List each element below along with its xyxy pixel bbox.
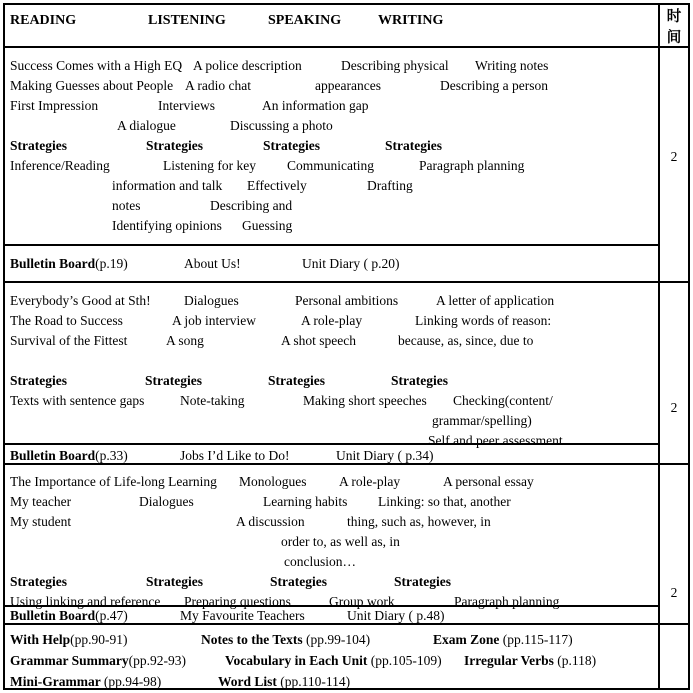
unit3-row1 xyxy=(0,472,660,492)
unit1-strategies-row4 xyxy=(0,216,660,236)
unit1-row3-text: Interviews xyxy=(158,98,215,113)
unit1-strategies-row4-seg2 xyxy=(242,216,292,236)
bulletin-board-2-seg3 xyxy=(336,446,433,466)
unit3-row3-seg1 xyxy=(10,512,71,532)
unit2-strategies-row2-text: grammar/spelling) xyxy=(432,413,532,428)
unit1-strategies-row2-text: Effectively xyxy=(247,178,307,193)
unit1-strategies-row1-seg3 xyxy=(287,156,374,176)
column-headers-seg1 xyxy=(10,11,76,31)
unit1-strategies-heading-seg3 xyxy=(263,136,320,156)
unit2-row1 xyxy=(0,291,660,311)
unit1-row3 xyxy=(0,96,660,116)
bulletin-board-1-text: (p.19) xyxy=(95,256,128,271)
unit1-row1-seg4 xyxy=(475,56,548,76)
unit2-strategies-row1-text: Checking(content/ xyxy=(453,393,553,408)
unit3-strategies-row1-text: Preparing questions xyxy=(184,594,291,609)
bulletin-board-3-text: (p.47) xyxy=(95,608,128,623)
unit1-row4-text: A dialogue xyxy=(117,118,176,133)
unit3-strategies-heading-seg4 xyxy=(394,572,451,592)
unit3-strategies-heading xyxy=(0,572,660,592)
column-headers-text: WRITING xyxy=(378,13,444,28)
unit3-row2-text: Dialogues xyxy=(139,494,194,509)
time-header-char-1: 时 xyxy=(666,9,682,25)
appendix-row2-text: (pp.105-109) xyxy=(370,653,442,668)
unit1-row1-seg2 xyxy=(193,56,302,76)
appendix-row1-text: Notes to the Texts xyxy=(201,632,306,647)
unit3-row3-seg3 xyxy=(347,512,491,532)
unit3-row3-text: A discussion xyxy=(236,514,305,529)
unit3-strategies-row1-text: Group work xyxy=(329,594,395,609)
appendix-row3-text: Word List xyxy=(218,674,281,689)
bulletin-board-3-seg1 xyxy=(10,606,128,626)
unit1-row2-text: Making Guesses about People xyxy=(10,78,174,93)
unit1-strategies-row1-seg2 xyxy=(163,156,256,176)
unit2-row1-seg3 xyxy=(295,291,398,311)
appendix-row1-seg2 xyxy=(201,630,370,650)
unit3-strategies-heading-seg2 xyxy=(146,572,203,592)
bulletin-board-3-text: Unit Diary ( p.48) xyxy=(347,608,445,623)
appendix-row1-text: (pp.115-117) xyxy=(502,632,573,647)
unit2-strategies-row2-seg1 xyxy=(432,411,532,431)
unit1-strategies-row3-text: Describing and xyxy=(210,198,293,213)
unit1-strategies-heading xyxy=(0,136,660,156)
unit2-row1-text: Personal ambitions xyxy=(295,293,399,308)
unit3-strategies-row1-text: Using linking and reference xyxy=(10,594,161,609)
bulletin-board-2-seg2 xyxy=(180,446,289,466)
unit1-strategies-row3-seg1 xyxy=(112,196,141,216)
unit3-row4 xyxy=(0,532,660,552)
unit1-strategies-row3 xyxy=(0,196,660,216)
unit1-row1-seg3 xyxy=(341,56,449,76)
unit3-row4-text: order to, as well as, in xyxy=(281,534,400,549)
unit2-strategies-row1-seg3 xyxy=(303,391,427,411)
unit3-row1-seg1 xyxy=(10,472,217,492)
unit2-row1-text: Dialogues xyxy=(184,293,239,308)
unit2-strategies-heading-seg4 xyxy=(391,371,448,391)
unit2-strategies-heading-text: Strategies xyxy=(391,373,448,388)
unit2-row3-seg1 xyxy=(10,331,127,351)
unit3-row2-seg4 xyxy=(378,492,511,512)
appendix-row1-text: (pp.99-104) xyxy=(306,632,371,647)
unit1-strategies-heading-seg1 xyxy=(10,136,67,156)
unit2-strategies-heading-seg1 xyxy=(10,371,67,391)
bulletin-board-1-text: About Us! xyxy=(184,256,241,271)
unit3-row1-seg2 xyxy=(239,472,307,492)
unit2-strategies-row1 xyxy=(0,391,660,411)
unit1-row1-text: Describing physical xyxy=(341,58,449,73)
appendix-row2-text: Grammar Summary xyxy=(10,653,129,668)
unit2-strategies-heading-text: Strategies xyxy=(268,373,325,388)
unit2-row1-text: Everybody’s Good at Sth! xyxy=(10,293,151,308)
unit2-strategies-row1-text: Texts with sentence gaps xyxy=(10,393,145,408)
appendix-row2-text: Irregular Verbs xyxy=(464,653,558,668)
unit1-strategies-row2-text: Drafting xyxy=(367,178,413,193)
column-headers-text: SPEAKING xyxy=(268,13,342,28)
unit1-strategies-row3-text: notes xyxy=(112,198,141,213)
appendix-row1-text: (pp.90-91) xyxy=(70,632,128,647)
unit3-row2-seg2 xyxy=(139,492,194,512)
unit2-row2-seg1 xyxy=(10,311,123,331)
unit1-row4-seg1 xyxy=(117,116,176,136)
unit3-row2-seg1 xyxy=(10,492,71,512)
unit2-row3-text: because, as, since, due to xyxy=(398,333,534,348)
unit1-strategies-row2 xyxy=(0,176,660,196)
unit1-strategies-heading-text: Strategies xyxy=(385,138,442,153)
unit-1-hours: 2 xyxy=(670,149,678,164)
unit1-strategies-row2-text: information and talk xyxy=(112,178,223,193)
unit2-row1-seg4 xyxy=(436,291,554,311)
unit1-row1-text: Writing notes xyxy=(475,58,549,73)
unit2-row3-seg2 xyxy=(166,331,204,351)
unit3-row1-seg4 xyxy=(443,472,534,492)
appendix-row1 xyxy=(0,630,660,650)
appendix-row2 xyxy=(0,651,660,671)
row-divider-main-1 xyxy=(4,46,659,48)
unit1-row2-text: appearances xyxy=(315,78,381,93)
unit1-row3-seg1 xyxy=(10,96,98,116)
unit1-row3-seg2 xyxy=(158,96,215,116)
appendix-row3-text: Mini-Grammar xyxy=(10,674,104,689)
unit1-row2-seg4 xyxy=(440,76,548,96)
unit3-row5-seg1 xyxy=(284,552,356,572)
unit2-strategies-row1-seg4 xyxy=(453,391,553,411)
unit3-row1-seg3 xyxy=(339,472,400,492)
unit1-strategies-row1-text: Communicating xyxy=(287,158,374,173)
unit3-strategies-heading-text: Strategies xyxy=(10,574,67,589)
unit2-row2-text: A job interview xyxy=(172,313,256,328)
unit1-strategies-row1 xyxy=(0,156,660,176)
time-header-char-2: 间 xyxy=(666,30,682,46)
appendix-row2-seg1 xyxy=(10,651,186,671)
unit1-strategies-heading-seg2 xyxy=(146,136,203,156)
bulletin-board-3-seg2 xyxy=(180,606,305,626)
column-headers-seg3 xyxy=(268,11,341,31)
unit3-row1-text: Monologues xyxy=(239,474,307,489)
bulletin-board-1 xyxy=(0,254,660,274)
bulletin-board-3-text: My Favourite Teachers xyxy=(180,608,305,623)
unit1-strategies-row1-seg4 xyxy=(419,156,524,176)
unit1-row2-seg2 xyxy=(185,76,251,96)
appendix-row2-text: (p.118) xyxy=(557,653,597,668)
unit3-strategies-heading-text: Strategies xyxy=(270,574,327,589)
row-divider-main-3 xyxy=(4,281,659,283)
unit1-strategies-heading-text: Strategies xyxy=(10,138,67,153)
row-divider-time-2 xyxy=(658,281,688,283)
unit2-strategies-heading-seg2 xyxy=(145,371,202,391)
appendix-row1-text: With Help xyxy=(10,632,71,647)
unit3-row3-text: My student xyxy=(10,514,72,529)
unit1-strategies-row1-text: Paragraph planning xyxy=(419,158,525,173)
unit1-row3-seg3 xyxy=(262,96,368,116)
unit2-strategies-row1-text: Note-taking xyxy=(180,393,245,408)
unit2-row2 xyxy=(0,311,660,331)
appendix-row2-text: Vocabulary in Each Unit xyxy=(225,653,371,668)
unit3-row3-text: thing, such as, however, in xyxy=(347,514,491,529)
unit2-strategies-row1-seg2 xyxy=(180,391,244,411)
bulletin-board-1-text: Unit Diary ( p.20) xyxy=(302,256,400,271)
unit3-row2-text: Linking: so that, another xyxy=(378,494,511,509)
bulletin-board-1-seg2 xyxy=(184,254,241,274)
unit1-row4-seg2 xyxy=(230,116,333,136)
unit1-row1-text: Success Comes with a High EQ xyxy=(10,58,183,73)
unit2-row3 xyxy=(0,331,660,351)
unit2-row3-seg3 xyxy=(281,331,356,351)
unit2-row3-seg4 xyxy=(398,331,533,351)
appendix-row3-text: (pp.94-98) xyxy=(103,674,162,689)
unit1-row3-text: First Impression xyxy=(10,98,99,113)
bulletin-board-2-text: Unit Diary ( p.34) xyxy=(336,448,434,463)
unit3-row2 xyxy=(0,492,660,512)
column-headers xyxy=(0,11,660,31)
unit1-strategies-heading-text: Strategies xyxy=(146,138,203,153)
unit1-row2-seg1 xyxy=(10,76,173,96)
bulletin-board-1-text: Bulletin Board xyxy=(10,256,96,271)
unit3-row2-text: My teacher xyxy=(10,494,72,509)
unit2-row3-text: Survival of the Fittest xyxy=(10,333,128,348)
unit1-row1-seg1 xyxy=(10,56,182,76)
bulletin-board-2 xyxy=(0,446,660,466)
unit1-strategies-row2-seg2 xyxy=(247,176,307,196)
unit1-strategies-heading-text: Strategies xyxy=(263,138,320,153)
unit2-strategies-heading-seg3 xyxy=(268,371,325,391)
unit3-row3-seg2 xyxy=(236,512,305,532)
unit2-row2-text: A role-play xyxy=(301,313,363,328)
unit3-row5 xyxy=(0,552,660,572)
unit1-row1 xyxy=(0,56,660,76)
appendix-row1-seg3 xyxy=(433,630,573,650)
unit1-strategies-row1-seg1 xyxy=(10,156,110,176)
unit2-row2-seg4 xyxy=(415,311,551,331)
unit1-strategies-row4-text: Identifying opinions xyxy=(112,218,222,233)
unit1-row2 xyxy=(0,76,660,96)
unit3-row2-seg3 xyxy=(263,492,347,512)
unit1-strategies-row1-text: Listening for key xyxy=(163,158,256,173)
unit1-strategies-row4-text: Guessing xyxy=(242,218,293,233)
unit2-strategies-row3-text: Self and peer assessment xyxy=(428,433,563,448)
unit2-row2-seg2 xyxy=(172,311,256,331)
bulletin-board-2-seg1 xyxy=(10,446,128,466)
unit3-row5-text: conclusion… xyxy=(284,554,356,569)
column-headers-seg4 xyxy=(378,11,443,31)
unit2-row1-text: A letter of application xyxy=(436,293,555,308)
bulletin-board-2-text: Bulletin Board xyxy=(10,448,96,463)
unit2-strategies-row1-text: Making short speeches xyxy=(303,393,427,408)
unit1-row1-text: A police description xyxy=(193,58,302,73)
unit3-row1-text: The Importance of Life-long Learning xyxy=(10,474,217,489)
unit1-strategies-row3-seg2 xyxy=(210,196,292,216)
appendix-row3-seg1 xyxy=(10,672,161,692)
bulletin-board-1-seg1 xyxy=(10,254,128,274)
unit3-strategies-heading-seg3 xyxy=(270,572,327,592)
unit3-row1-text: A personal essay xyxy=(443,474,534,489)
unit1-row4 xyxy=(0,116,660,136)
unit1-strategies-heading-seg4 xyxy=(385,136,442,156)
unit3-strategies-heading-text: Strategies xyxy=(394,574,451,589)
bulletin-board-2-text: Jobs I’d Like to Do! xyxy=(180,448,290,463)
unit2-row1-seg1 xyxy=(10,291,151,311)
row-divider-time-3 xyxy=(658,463,688,465)
unit3-strategies-heading-seg1 xyxy=(10,572,67,592)
column-headers-text: READING xyxy=(10,13,77,28)
bulletin-board-1-seg3 xyxy=(302,254,399,274)
unit3-row1-text: A role-play xyxy=(339,474,401,489)
unit1-row2-seg3 xyxy=(315,76,381,96)
bulletin-board-2-text: (p.33) xyxy=(95,448,128,463)
bulletin-board-3 xyxy=(0,606,660,626)
unit2-row3-text: A shot speech xyxy=(281,333,356,348)
appendix-row3-text: (pp.110-114) xyxy=(280,674,351,689)
appendix-row1-seg1 xyxy=(10,630,128,650)
bulletin-board-3-seg3 xyxy=(347,606,444,626)
unit3-row3 xyxy=(0,512,660,532)
row-divider-main-2 xyxy=(4,244,659,246)
unit2-strategies-heading-text: Strategies xyxy=(10,373,67,388)
unit1-strategies-row4-seg1 xyxy=(112,216,222,236)
unit1-row3-text: An information gap xyxy=(262,98,369,113)
appendix-row3 xyxy=(0,672,660,692)
unit2-row1-seg2 xyxy=(184,291,239,311)
column-headers-seg2 xyxy=(148,11,226,31)
unit3-row2-text: Learning habits xyxy=(263,494,348,509)
unit-2-hours: 2 xyxy=(670,400,678,415)
unit1-row2-text: Describing a person xyxy=(440,78,548,93)
unit2-strategies-heading xyxy=(0,371,660,391)
unit1-row4-text: Discussing a photo xyxy=(230,118,333,133)
unit2-row2-text: The Road to Success xyxy=(10,313,123,328)
column-headers-text: LISTENING xyxy=(148,13,226,28)
appendix-row2-text: (pp.92-93) xyxy=(128,653,186,668)
unit1-row2-text: A radio chat xyxy=(185,78,251,93)
row-divider-time-4 xyxy=(658,623,688,625)
unit1-strategies-row2-seg3 xyxy=(367,176,413,196)
unit2-row2-seg3 xyxy=(301,311,362,331)
appendix-row1-text: Exam Zone xyxy=(433,632,503,647)
unit2-strategies-row1-seg1 xyxy=(10,391,144,411)
unit1-strategies-row1-text: Inference/Reading xyxy=(10,158,110,173)
appendix-row2-seg2 xyxy=(225,651,442,671)
unit3-strategies-row1-text: Paragraph planning xyxy=(454,594,560,609)
unit2-strategies-heading-text: Strategies xyxy=(145,373,202,388)
bulletin-board-3-text: Bulletin Board xyxy=(10,608,96,623)
unit-3-hours: 2 xyxy=(670,585,678,600)
unit3-row4-seg1 xyxy=(281,532,400,552)
appendix-row3-seg2 xyxy=(218,672,350,692)
unit1-strategies-row2-seg1 xyxy=(112,176,222,196)
unit3-strategies-heading-text: Strategies xyxy=(146,574,203,589)
unit2-strategies-row2 xyxy=(0,411,660,431)
unit2-row2-text: Linking words of reason: xyxy=(415,313,552,328)
appendix-row2-seg3 xyxy=(464,651,596,671)
unit2-row3-text: A song xyxy=(166,333,204,348)
